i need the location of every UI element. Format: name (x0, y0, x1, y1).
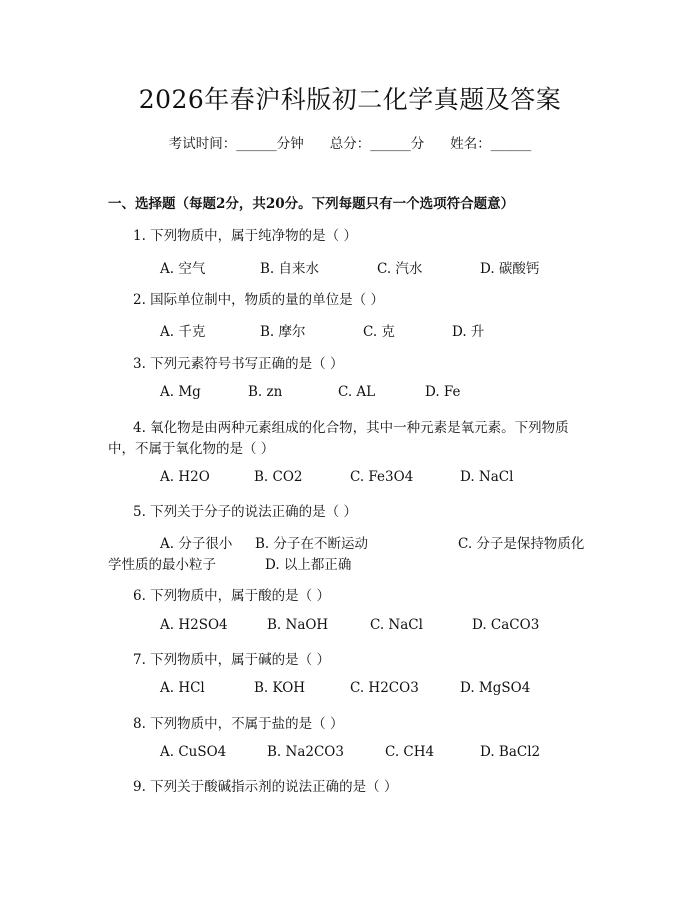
exam-info-line (0, 132, 700, 152)
question-stem: 3. 下列元素符号书写正确的是（ ） (133, 356, 344, 372)
option-d: D. 碳酸钙 (480, 261, 540, 277)
option-b: B. 分子在不断运动 (255, 536, 369, 552)
option-c: C. 分子是保持物质化 (458, 536, 585, 552)
option-a: A. CuSO4 (160, 744, 227, 760)
option-d: D. MgSO4 (460, 680, 531, 696)
option-c: C. CH4 (385, 744, 435, 760)
option-c: C. NaCl (370, 617, 423, 633)
option-c: C. Fe3O4 (350, 469, 414, 485)
option-a: A. H2SO4 (160, 617, 228, 633)
option-d: D. CaCO3 (472, 617, 540, 633)
option-c: C. 克 (363, 324, 395, 340)
option-b: B. Na2CO3 (267, 744, 344, 760)
question-stem: 6. 下列物质中，属于酸的是（ ） (133, 588, 330, 604)
option-a: A. 分子很小 (160, 536, 233, 552)
question-stem-continued: 中，不属于氧化物的是（ ） (108, 441, 275, 457)
option-c: C. 汽水 (377, 261, 423, 277)
option-b: B. 自来水 (260, 261, 320, 277)
option-d: D. Fe (425, 384, 461, 400)
section-heading: 一、选择题（每题2分，共20分。下列每题只有一个选项符合题意） (108, 196, 515, 212)
question-stem: 8. 下列物质中，不属于盐的是（ ） (133, 716, 344, 732)
question-stem: 1. 下列物质中，属于纯净物的是（ ） (133, 228, 357, 244)
option-b: B. KOH (254, 680, 306, 696)
question-stem: 2. 国际单位制中，物质的量的单位是（ ） (133, 292, 384, 308)
exam-time-field: 考试时间：______分钟 (168, 136, 304, 152)
option-c-continued: 学性质的最小粒子 (108, 557, 216, 573)
option-a: A. H2O (160, 469, 210, 485)
option-d: D. 升 (452, 324, 485, 340)
question-stem: 9. 下列关于酸碱指示剂的说法正确的是（ ） (133, 779, 398, 795)
question-stem: 5. 下列关于分子的说法正确的是（ ） (133, 504, 357, 520)
question-stem: 4. 氧化物是由两种元素组成的化合物，其中一种元素是氧元素。下列物质 (133, 420, 569, 436)
student-name-field: 姓名：______ (450, 136, 532, 152)
option-d: D. NaCl (460, 469, 514, 485)
option-b: B. zn (248, 384, 283, 400)
question-stem: 7. 下列物质中，属于碱的是（ ） (133, 652, 330, 668)
page-title: 2026年春沪科版初二化学真题及答案 (138, 85, 562, 114)
total-score-field: 总分：______分 (329, 136, 425, 152)
option-a: A. 空气 (160, 261, 206, 277)
option-b: B. NaOH (267, 617, 329, 633)
option-a: A. HCl (160, 680, 205, 696)
option-c: C. AL (338, 384, 376, 400)
option-c: C. H2CO3 (350, 680, 419, 696)
option-a: A. Mg (160, 384, 201, 400)
option-d: D. 以上都正确 (265, 557, 352, 573)
option-b: B. 摩尔 (260, 324, 306, 340)
option-d: D. BaCl2 (480, 744, 541, 760)
option-b: B. CO2 (254, 469, 303, 485)
option-a: A. 千克 (160, 324, 206, 340)
